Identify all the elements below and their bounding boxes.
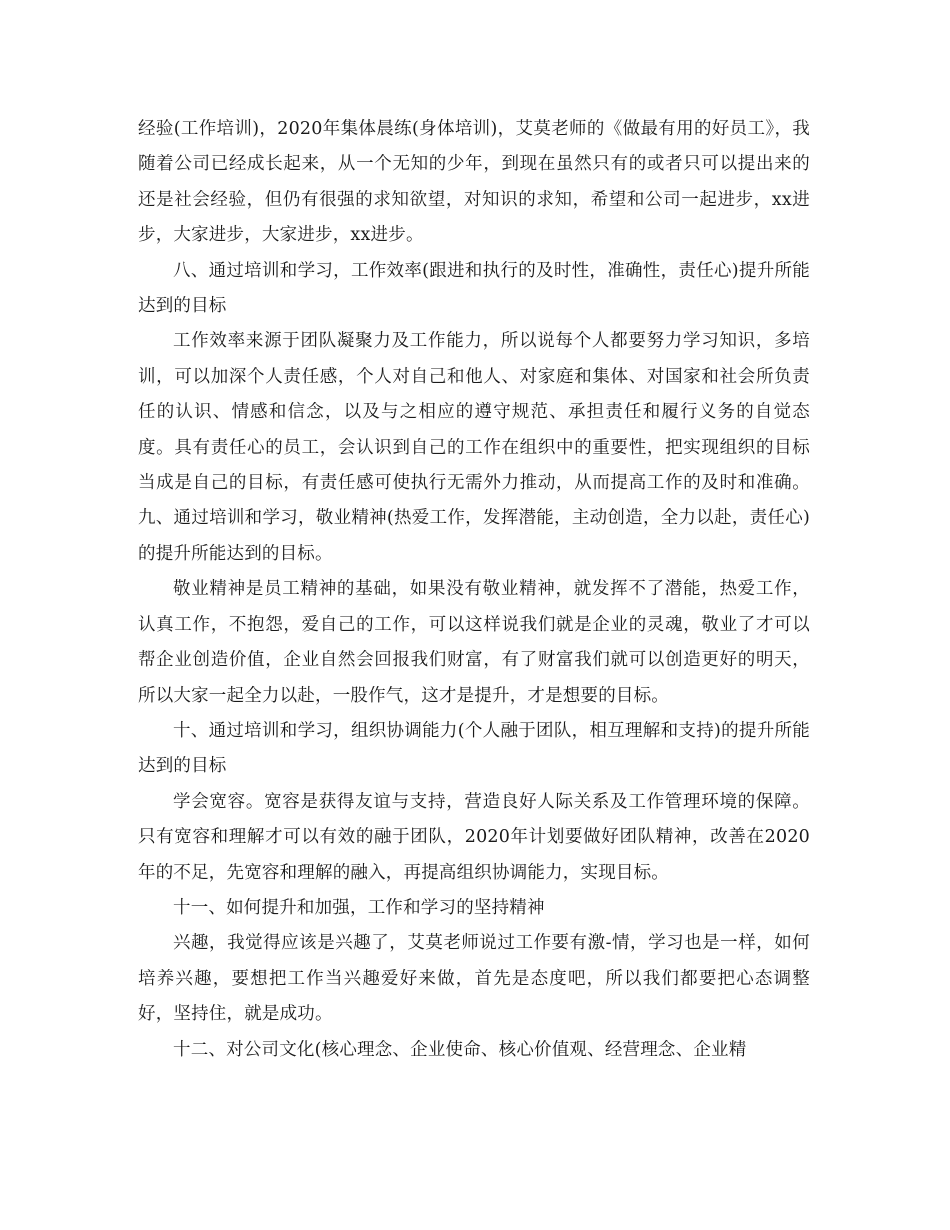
paragraph-4: 敬业精神是员工精神的基础，如果没有敬业精神，就发挥不了潜能，热爱工作，认真工作，不抱怨，爱自己的工作，可以这样说我们就是企业的灵魂，敬业了才可以帮企业创造价值，企业自然会回报我们财富，有了财富我们就可以创造更好的明天，所以大家一起全力以赴，一股作气，这才是提升，才是想要的目标。 [138, 579, 810, 706]
paragraph-3: 工作效率来源于团队凝聚力及工作能力，所以说每个人都要努力学习知识，多培训，可以加深个人责任感，个人对自己和他人、对家庭和集体、对国家和社会所负责任的认识、情感和信念，以及与之相应的遵守规范、承担责任和履行义务的自觉态度。具有责任心的员工，会认识到自己的工作在组织中的重要性，把实现组织的目标当成是自己的目标，有责任感可使执行无需外力推动，从而提高工作的及时和准确。九、通过培训和学习，敬业精神(热爱工作，发挥潜能，主动创造，全力以赴，责任心)的提升所能达到的目标。 [138, 331, 810, 564]
heading-section-10: 十、通过培训和学习，组织协调能力(个人融于团队，相互理解和支持)的提升所能达到的目标 [138, 720, 810, 777]
heading-section-8: 八、通过培训和学习，工作效率(跟进和执行的及时性，准确性，责任心)提升所能达到的目标 [138, 260, 810, 317]
paragraph-6: 学会宽容。宽容是获得友谊与支持，营造良好人际关系及工作管理环境的保障。只有宽容和理解才可以有效的融于团队，2020年计划要做好团队精神，改善在2020年的不足，先宽容和理解的融入，再提高组织协调能力，实现目标。 [138, 791, 810, 883]
paragraph-8: 兴趣，我觉得应该是兴趣了，艾莫老师说过工作要有激-情，学习也是一样，如何培养兴趣，要想把工作当兴趣爱好来做，首先是态度吧，所以我们都要把心态调整好，坚持住，就是成功。 [138, 933, 810, 1025]
paragraph-1: 经验(工作培训)，2020年集体晨练(身体培训)，艾莫老师的《做最有用的好员工》，我随着公司已经成长起来，从一个无知的少年，到现在虽然只有的或者只可以提出来的还是社会经验，但仍有很强的求知欲望，对知识的求知，希望和公司一起进步，xx进步，大家进步，大家进步，xx进步。 [138, 119, 810, 246]
heading-section-11: 十一、如何提升和加强，工作和学习的坚持精神 [173, 897, 545, 918]
heading-section-12: 十二、对公司文化(核心理念、企业使命、核心价值观、经营理念、企业精 [173, 1039, 747, 1060]
document-body [138, 112, 810, 1068]
